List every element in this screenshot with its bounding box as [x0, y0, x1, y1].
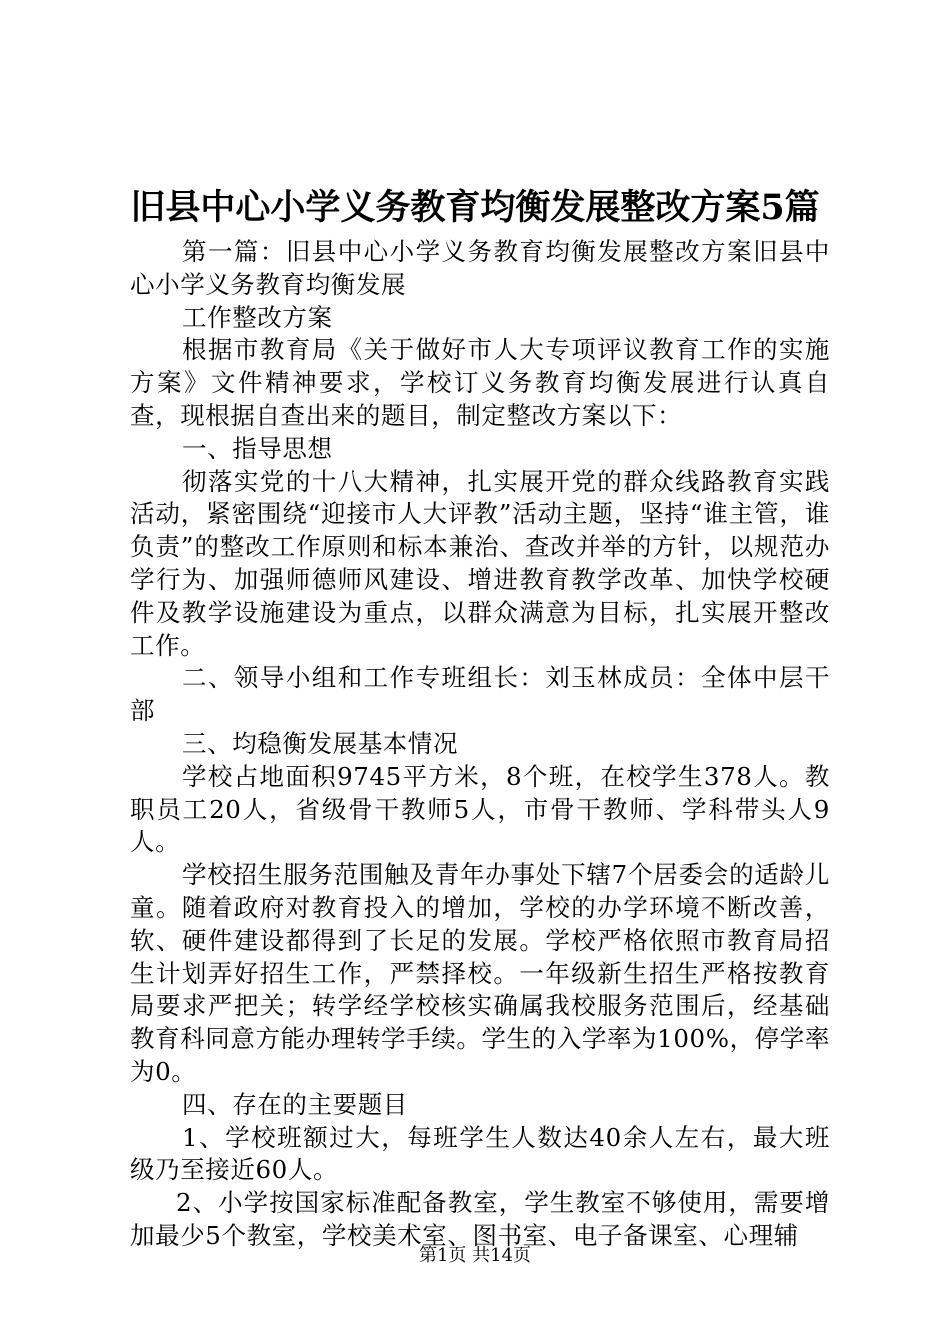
document-body	[130, 236, 830, 1253]
section-heading: 二、领导小组和工作专班组长：刘玉林成员：全体中层干部	[130, 663, 830, 726]
section-heading: 一、指导思想	[182, 433, 333, 463]
paragraph: 彻落实党的十八大精神，扎实展开党的群众线路教育实践活动，紧密围绕“迎接市人大评教”活动主题，坚持“谁主管，谁负责”的整改工作原则和标本兼治、查改并举的方针，以规范办学行为、加强师德师风建设、增进教育教学改革、加快学校硬件及教学设施建设为重点，以群众满意为目标，扎实展开整改工作。	[130, 466, 830, 660]
paragraph: 学校占地面积9745平方米，8个班，在校学生378人。教职员工20人，省级骨干教师5人，市骨干教师、学科带头人9人。	[130, 761, 830, 857]
list-item: 1、学校班额过大，每班学生人数达40余人左右，最大班级乃至接近60人。	[130, 1122, 830, 1185]
paragraph: 学校招生服务范围触及青年办事处下辖7个居委会的适龄儿童。随着政府对教育投入的增加，学校的办学环境不断改善，软、硬件建设都得到了长足的发展。学校严格依照市教育局招生计划弄好招生工作，严禁择校。一年级新生招生严格按教育局要求严把关；转学经学校核实确属我校服务范围后，经基础教育科同意方能办理转学手续。学生的入学率为100%，停学率为0。	[130, 860, 830, 1086]
paragraph: 根据市教育局《关于做好市人大专项评议教育工作的实施方案》文件精神要求，学校订义务教育均衡发展进行认真自查，现根据自查出来的题目，制定整改方案以下：	[130, 335, 830, 430]
paragraph: 第一篇：旧县中心小学义务教育均衡发展整改方案旧县中心小学义务教育均衡发展	[130, 237, 830, 299]
section-heading: 四、存在的主要题目	[182, 1089, 408, 1119]
list-item: 2、小学按国家标准配备教室，学生教室不够使用，需要增加最少5个教室，学校美术室、图书室、电子备课室、心理辅	[130, 1188, 830, 1250]
section-heading: 三、均稳衡发展基本情况	[182, 728, 459, 758]
paragraph: 工作整改方案	[182, 302, 333, 332]
document-title: 旧县中心小学义务教育均衡发展整改方案5篇	[130, 187, 820, 228]
page-footer: 第1页 共14页	[418, 1245, 532, 1266]
